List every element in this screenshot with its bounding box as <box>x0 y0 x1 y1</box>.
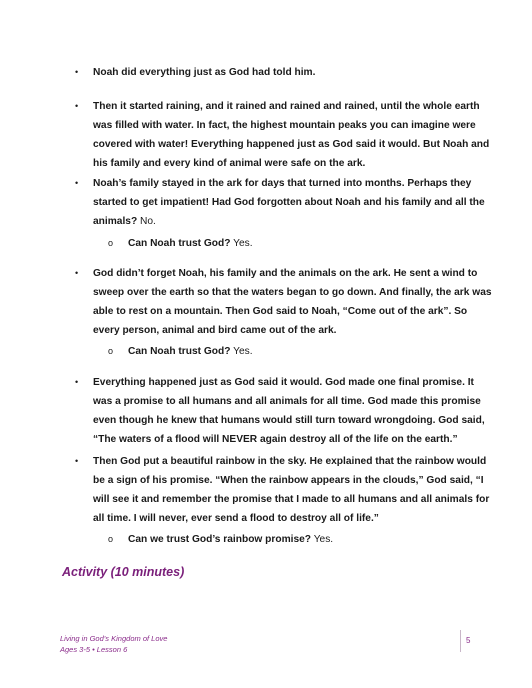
answer-text: Yes. <box>233 346 253 357</box>
footer-divider <box>460 630 461 652</box>
bullet-text: Noah did everything just as God had told him. <box>93 67 316 78</box>
sub-question <box>108 234 253 253</box>
bullet-marker: • <box>75 268 79 278</box>
bullet-text <box>93 174 495 231</box>
bullet-item <box>75 452 495 528</box>
bullet-marker: • <box>75 456 79 466</box>
sub-bullet-marker: o <box>108 346 114 356</box>
bullet-text: Then God put a beautiful rainbow in the sky. He explained that the rainbow would be a sign of his promise. “When the rainbow appears in the clouds,” God said, “I will see it and remember the promise that I made to all humans and all animals for all time. I will never, ever send a flood to destroy all of life.” <box>93 456 490 524</box>
page-number: 5 <box>466 636 471 645</box>
page-footer <box>60 633 167 655</box>
bullet-item <box>75 97 495 173</box>
sub-question <box>108 530 333 549</box>
activity-heading: Activity (10 minutes) <box>62 565 185 579</box>
answer-text: Yes. <box>233 238 253 249</box>
bullet-item <box>75 373 495 449</box>
bullet-item <box>75 63 495 82</box>
bullet-item <box>75 174 495 231</box>
bullet-text: God didn’t forget Noah, his family and the animals on the ark. He sent a wind to sweep over the earth so that the waters began to go down. And finally, the ark was able to rest on a mountain. Then God said to Noah, “Come out of the ark”. So every person, animal and bird came out of the ark. <box>93 268 492 336</box>
question-text: Can we trust God’s rainbow promise? <box>128 534 312 545</box>
sub-question <box>108 342 253 361</box>
bullet-marker: • <box>75 377 79 387</box>
bullet-marker: • <box>75 67 79 77</box>
bullet-marker: • <box>75 178 79 188</box>
question-text: Can Noah trust God? <box>128 346 231 357</box>
bullet-answer: No. <box>140 216 156 227</box>
question-text: Can Noah trust God? <box>128 238 231 249</box>
bullet-item <box>75 264 495 340</box>
bullet-marker: • <box>75 101 79 111</box>
bullet-text-bold: Noah’s family stayed in the ark for days that turned into months. Perhaps they started to get impatient! Had God forgotten about Noah and his family and all the animals? <box>93 178 485 227</box>
footer-subtitle: Ages 3-5 • Lesson 6 <box>60 645 128 654</box>
sub-bullet-marker: o <box>108 238 114 248</box>
bullet-text: Then it started raining, and it rained and rained and rained, until the whole earth was filled with water. In fact, the highest mountain peaks you can imagine were covered with water! Everything happened just as God said it would. But Noah and his family and every kind of animal were safe on the ark. <box>93 101 490 169</box>
answer-text: Yes. <box>313 534 334 545</box>
footer-title: Living in God’s Kingdom of Love <box>60 634 168 643</box>
bullet-text: Everything happened just as God said it would. God made one final promise. It was a promise to all humans and all animals for all time. God made this promise even though he knew that humans would still turn toward wrongdoing. God said, “The waters of a flood will NEVER again destroy all of the life on the earth.” <box>93 377 485 445</box>
sub-bullet-marker: o <box>108 534 114 544</box>
